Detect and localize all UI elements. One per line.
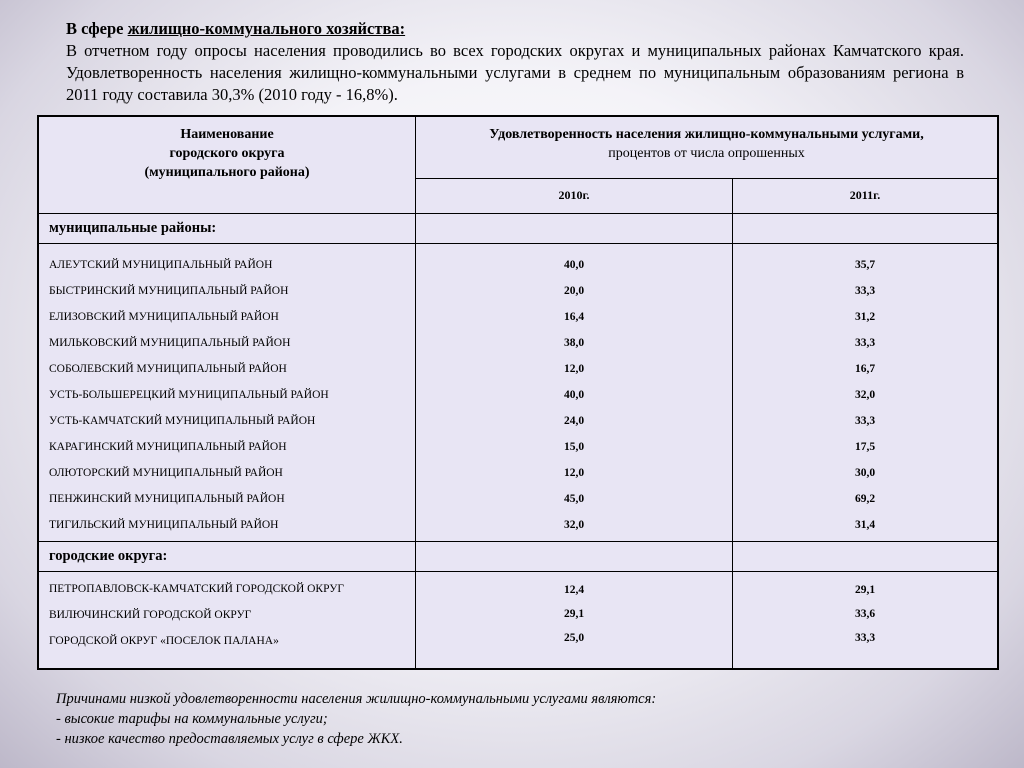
district-value-2011: 31,2 bbox=[854, 310, 876, 323]
district-value-2011: 33,3 bbox=[854, 284, 876, 297]
footer-notes bbox=[56, 689, 956, 749]
district-value-2010: 45,0 bbox=[563, 492, 585, 505]
district-name: БЫСТРИНСКИЙ МУНИЦИПАЛЬНЫЙ РАЙОН bbox=[49, 284, 289, 297]
city-name: ПЕТРОПАВЛОВСК-КАМЧАТСКИЙ ГОРОДСКОЙ ОКРУГ bbox=[49, 582, 344, 595]
district-value-2011: 33,3 bbox=[854, 414, 876, 427]
satisfaction-table bbox=[37, 115, 999, 670]
district-name: УСТЬ-БОЛЬШЕРЕЦКИЙ МУНИЦИПАЛЬНЫЙ РАЙОН bbox=[49, 388, 329, 401]
district-value-2011: 33,3 bbox=[854, 336, 876, 349]
heading-topic: жилищно-коммунального хозяйства: bbox=[127, 19, 406, 38]
district-name: СОБОЛЕВСКИЙ МУНИЦИПАЛЬНЫЙ РАЙОН bbox=[49, 362, 287, 375]
district-value-2011: 32,0 bbox=[854, 388, 876, 401]
intro-heading bbox=[66, 18, 964, 40]
districts-2010-cell bbox=[416, 243, 733, 541]
districts-2011-cell bbox=[733, 243, 999, 541]
footer-line: - высокие тарифы на коммунальные услуги; bbox=[56, 711, 328, 727]
intro-paragraph: В отчетном году опросы населения проводились во всех городских округах и муниципальных районах Камчатского края. Удовлетворенность населения жилищно-коммунальными услугами в среднем по муниципальным образованиям региона в 2011 году составила 30,3% (2010 году - 16,8%). bbox=[66, 41, 964, 104]
district-value-2011: 69,2 bbox=[854, 492, 876, 505]
district-value-2010: 12,0 bbox=[563, 362, 585, 375]
header-name-cell: Наименование городского округа (муниципального района) bbox=[38, 116, 416, 213]
district-value-2011: 17,5 bbox=[854, 440, 876, 453]
intro-block bbox=[66, 18, 964, 106]
cities-names-cell bbox=[38, 571, 416, 669]
district-value-2010: 20,0 bbox=[563, 284, 585, 297]
district-name: ОЛЮТОРСКИЙ МУНИЦИПАЛЬНЫЙ РАЙОН bbox=[49, 466, 283, 479]
district-value-2010: 40,0 bbox=[563, 388, 585, 401]
district-value-2011: 30,0 bbox=[854, 466, 876, 479]
district-value-2010: 12,0 bbox=[563, 466, 585, 479]
city-value-2010: 25,0 bbox=[563, 631, 585, 644]
district-value-2010: 16,4 bbox=[563, 310, 585, 323]
district-value-2010: 24,0 bbox=[563, 414, 585, 427]
section-districts: муниципальные районы: bbox=[38, 213, 416, 243]
district-value-2011: 31,4 bbox=[854, 518, 876, 531]
section-cities: городские округа: bbox=[38, 541, 416, 571]
city-name: ГОРОДСКОЙ ОКРУГ «ПОСЕЛОК ПАЛАНА» bbox=[49, 634, 279, 647]
footer-line: Причинами низкой удовлетворенности населения жилищно-коммунальными услугами являются: bbox=[56, 691, 657, 707]
cities-2010-cell bbox=[416, 571, 733, 669]
district-name: КАРАГИНСКИЙ МУНИЦИПАЛЬНЫЙ РАЙОН bbox=[49, 440, 287, 453]
header-year-2010: 2010г. bbox=[416, 178, 733, 213]
city-value-2011: 29,1 bbox=[854, 583, 876, 596]
city-name: ВИЛЮЧИНСКИЙ ГОРОДСКОЙ ОКРУГ bbox=[49, 608, 252, 621]
district-name: УСТЬ-КАМЧАТСКИЙ МУНИЦИПАЛЬНЫЙ РАЙОН bbox=[49, 414, 316, 427]
district-name: АЛЕУТСКИЙ МУНИЦИПАЛЬНЫЙ РАЙОН bbox=[49, 258, 273, 271]
header-year-2011: 2011г. bbox=[733, 178, 999, 213]
district-name: МИЛЬКОВСКИЙ МУНИЦИПАЛЬНЫЙ РАЙОН bbox=[49, 336, 291, 349]
heading-prefix: В сфере bbox=[66, 19, 128, 38]
city-value-2011: 33,6 bbox=[854, 607, 876, 620]
district-value-2010: 32,0 bbox=[563, 518, 585, 531]
district-value-2011: 35,7 bbox=[854, 258, 876, 271]
district-value-2011: 16,7 bbox=[854, 362, 876, 375]
footer-line: - низкое качество предоставляемых услуг в сфере ЖКХ. bbox=[56, 731, 403, 747]
cities-2011-cell bbox=[733, 571, 999, 669]
header-satisfaction-cell: Удовлетворенность населения жилищно-коммунальными услугами, процентов от числа опрошенных bbox=[416, 116, 999, 178]
city-value-2011: 33,3 bbox=[854, 631, 876, 644]
district-name: ПЕНЖИНСКИЙ МУНИЦИПАЛЬНЫЙ РАЙОН bbox=[49, 492, 285, 505]
city-value-2010: 29,1 bbox=[563, 607, 585, 620]
district-name: ЕЛИЗОВСКИЙ МУНИЦИПАЛЬНЫЙ РАЙОН bbox=[49, 310, 279, 323]
districts-names-cell bbox=[38, 243, 416, 541]
district-name: ТИГИЛЬСКИЙ МУНИЦИПАЛЬНЫЙ РАЙОН bbox=[49, 518, 279, 531]
district-value-2010: 40,0 bbox=[563, 258, 585, 271]
city-value-2010: 12,4 bbox=[563, 583, 585, 596]
district-value-2010: 38,0 bbox=[563, 336, 585, 349]
district-value-2010: 15,0 bbox=[563, 440, 585, 453]
